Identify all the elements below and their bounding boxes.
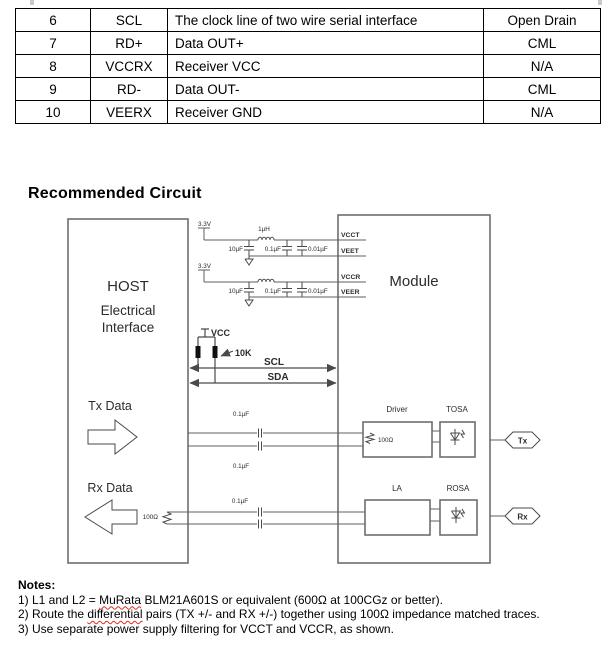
rosa-label: ROSA [446,484,470,493]
capacitor-symbol [244,282,254,297]
cap-label: 0.01µF [308,246,328,253]
capacitor-symbol [297,240,307,256]
notes-block [18,578,603,636]
tx-port-label: Tx [517,436,528,446]
laser-diode-icon [451,429,465,445]
host-subtitle-1: Electrical [100,303,156,318]
scl-label: SCL [264,357,284,368]
rx-data-label: Rx Data [87,481,133,495]
section-heading: Recommended Circuit [28,185,202,202]
tosa-label: TOSA [446,405,468,414]
pullup-callout-arrow [221,351,233,356]
cap-label: 10µF [228,246,243,253]
pin-description: Data OUT- [168,78,484,101]
pin-name: VCCRX [91,55,168,78]
host-subtitle-2: Interface [101,320,155,335]
pin-type: CML [484,78,601,101]
pullup-value: 10K [235,348,252,358]
supply-label: 3.3V [198,221,211,228]
note-text: pairs (TX +/- and RX +/-) together using 100Ω impedance matched traces. [142,607,540,622]
capacitor-symbol [282,282,292,297]
notes-heading: Notes: [18,578,56,592]
rx-port-label: Rx [517,512,528,522]
la-label: LA [392,484,402,493]
pin-description: Data OUT+ [168,32,484,55]
pin-name: RD- [91,78,168,101]
capacitor-symbol [259,442,262,451]
capacitor-symbol [282,240,292,256]
pullup-resistor [213,346,218,358]
sda-label: SDA [267,372,289,383]
rx-path [85,481,540,535]
scan-artifact [30,0,34,5]
cap-label: 0.1µF [232,463,250,470]
module-pin-veer: VEER [341,289,360,296]
termination-resistor [163,512,171,524]
photodiode-icon [452,507,465,523]
pin-name: RD+ [91,32,168,55]
module-pin-veet: VEET [341,248,359,255]
capacitor-symbol [259,508,262,517]
power-filter-rx [198,263,366,306]
spellcheck-word: MuRata [99,592,142,607]
power-filter-tx [198,221,366,265]
capacitor-symbol [259,520,262,529]
host-box [68,219,188,563]
pin-description: Receiver VCC [168,55,484,78]
supply-label: 3.3V [198,263,211,270]
pin-number: 9 [16,78,91,101]
module-pin-vcct: VCCT [341,232,360,239]
pin-type: Open Drain [484,9,601,32]
la-box [365,500,430,535]
pin-description: Receiver GND [168,101,484,124]
capacitor-symbol [259,429,262,438]
tx-data-arrow [88,420,137,454]
cap-label: 0.1µF [264,246,281,253]
pin-type: N/A [484,101,601,124]
pin-type: CML [484,32,601,55]
note-line-2 [18,607,603,622]
pin-number: 10 [16,101,91,124]
cap-label: 0.1µF [264,288,281,295]
scan-artifact [598,0,602,5]
table-row [16,9,601,32]
table-row [16,78,601,101]
pin-name: SCL [91,9,168,32]
rx-data-arrow [85,500,137,534]
capacitor-symbol [297,282,307,297]
cap-label: 10µF [228,288,243,295]
i2c-section [190,328,336,383]
note-text: 3) Use separate power supply filtering for VCCT and VCCR, as shown. [18,621,394,636]
inductor-symbol [258,279,274,282]
pin-number: 7 [16,32,91,55]
host-title: HOST [107,278,149,295]
recommended-circuit-diagram [0,210,610,578]
pin-type: N/A [484,55,601,78]
cap-label: 0.1µF [232,411,250,418]
tx-data-label: Tx Data [88,399,132,413]
table-row [16,32,601,55]
note-text: BLM21A601S or equivalent (600Ω at 100CGz or better). [141,592,443,607]
module-title: Module [389,273,439,290]
termination-value: 100Ω [378,437,394,444]
inductor-symbol [258,237,274,240]
spellcheck-word: differential [87,607,143,622]
cap-label: 0.1µF [231,498,249,505]
ground-symbol [245,256,253,265]
tx-path [88,399,540,470]
cap-label: 0.01µF [308,288,328,295]
table-row [16,55,601,78]
pin-name: VEERX [91,101,168,124]
module-pin-vccr: VCCR [341,274,361,281]
driver-label: Driver [386,405,408,414]
pin-number: 6 [16,9,91,32]
inductor-label: 1µH [258,226,270,233]
termination-resistor [366,433,374,444]
table-row [16,101,601,124]
note-text: 2) Route the [18,607,88,622]
note-line-3 [18,622,603,637]
pin-number: 8 [16,55,91,78]
pin-function-table [15,8,601,124]
vcc-label: VCC [211,328,231,338]
note-line-1 [18,593,603,608]
termination-value: 100Ω [142,514,158,521]
pin-description: The clock line of two wire serial interface [168,9,484,32]
module-box [338,215,490,563]
note-text: 1) L1 and L2 = [18,592,100,607]
pullup-resistor [196,346,201,358]
capacitor-symbol [244,240,254,256]
ground-symbol [245,297,253,306]
